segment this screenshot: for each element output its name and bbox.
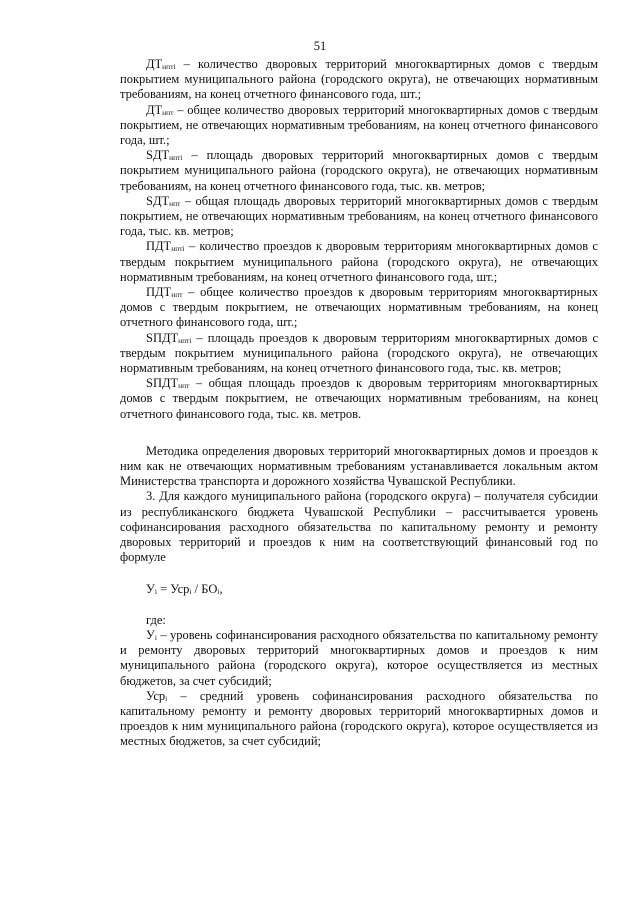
definition-text: – общая площадь проездов к дворовым территориям многоквартирных домов с твердым покрытием, не отвечающих нормативным требованиям, на конец отчетного финансового года, тыс. кв. метров.	[120, 376, 598, 421]
formula-left: У	[146, 581, 155, 596]
definition-paragraph	[120, 331, 598, 377]
definition-text: – общая площадь дворовых территорий многоквартирных домов с твердым покрытием, не отвечающих нормативным требованиям, на конец отчетного финансового года, тыс. кв. метров;	[120, 193, 598, 239]
variable-text: – уровень софинансирования расходного обязательства по капитальному ремонту и ремонту дворовых территорий многоквартирных домов и проездов к ним муниципального района (городского округа), которое осуществляется из местных бюджетов, за счет субсидий;	[120, 627, 598, 688]
variable-paragraph	[120, 628, 598, 689]
definition-paragraph	[120, 285, 598, 331]
definition-symbol: ПДТ	[146, 239, 172, 254]
formula-tail: ,	[219, 581, 223, 596]
definition-subscript: нптi	[178, 335, 192, 345]
definition-symbol: ПДТ	[146, 285, 172, 300]
formula-middle-sub: i	[189, 586, 192, 596]
formula-right: / БО	[191, 581, 218, 596]
definition-paragraph	[120, 148, 598, 194]
definition-paragraph	[120, 57, 598, 103]
definition-text: – общее количество дворовых территорий многоквартирных домов с твердым покрытием, не отвечающих нормативным требованиям, на конец отчетного финансового года, шт.;	[120, 102, 598, 148]
definition-text: – общее количество проездов к дворовым территориям многоквартирных домов с твердым покрытием, не отвечающих нормативным требованиям, на конец отчетного финансового года, шт.;	[120, 285, 598, 330]
definition-subscript: нптi	[169, 153, 183, 163]
definition-symbol: ДТ	[146, 57, 163, 71]
item-3-paragraph: 3. Для каждого муниципального района (городского округа) – получателя субсидии из республиканского бюджета Чувашской Республики – рассчитывается уровень софинансирования расходного обязательства по капитальному ремонту и ремонту дворовых территорий и проездов к ним на соответствующий финансовый год по формуле	[120, 489, 598, 565]
definition-subscript: нпт	[162, 107, 174, 117]
definition-symbol: SДТ	[146, 148, 170, 163]
definition-subscript: нпт	[169, 198, 181, 208]
variable-text: – средний уровень софинансирования расходного обязательства по капитальному ремонту и ремонту дворовых территорий многоквартирных домов и проездов к ним муниципального района (городского округа), которое осуществляется из местных бюджетов, за счет субсидий;	[120, 688, 598, 749]
formula	[120, 582, 598, 597]
variable-symbol: У	[146, 627, 155, 642]
where-label: где:	[146, 612, 166, 627]
formula-middle: = Уср	[156, 581, 190, 596]
definition-paragraph	[120, 103, 598, 149]
definition-symbol: ДТ	[146, 102, 163, 117]
document-body	[120, 57, 598, 750]
variable-subscript: i	[165, 693, 168, 703]
definition-text: – количество проездов к дворовым территориям многоквартирных домов с твердым покрытием муниципального района (городского округа), не отвечающих нормативным требованиям, на конец отчетного финансового года, шт.;	[120, 239, 598, 284]
definition-paragraph	[120, 376, 598, 422]
methodology-paragraph: Методика определения дворовых территорий многоквартирных домов и проездов к ним как не отвечающих нормативным требованиям устанавливается локальным актом Министерства транспорта и дорожного хозяйства Чувашской Республики.	[120, 443, 598, 489]
formula-left-sub: i	[154, 586, 157, 596]
variable-paragraph	[120, 689, 598, 750]
definition-symbol: SПДТ	[146, 376, 179, 391]
definition-subscript: нптi	[162, 62, 176, 71]
definition-text: – площадь проездов к дворовым территориям многоквартирных домов с твердым покрытием муниципального района (городского округа), не отвечающих нормативным требованиям, на конец отчетного финансового года, тыс. кв. метров;	[120, 330, 598, 376]
definition-paragraph	[120, 194, 598, 240]
variable-subscript: i	[154, 632, 157, 642]
formula-right-sub: i	[217, 586, 220, 596]
definition-paragraph	[120, 239, 598, 285]
definition-subscript: нпт	[171, 290, 183, 300]
definition-text: – количество дворовых территорий многоквартирных домов с твердым покрытием муниципального района (городского округа), не отвечающих нормативным требованиям, на конец отчетного финансового года, шт.;	[120, 57, 598, 102]
definition-subscript: нптi	[171, 244, 185, 254]
definition-subscript: нпт	[178, 381, 190, 391]
variable-symbol: Уср	[146, 688, 166, 703]
page-number: 51	[313, 39, 327, 53]
definition-symbol: SДТ	[146, 193, 170, 208]
definition-symbol: SПДТ	[146, 330, 179, 345]
definition-text: – площадь дворовых территорий многоквартирных домов с твердым покрытием муниципального района (городского округа), не отвечающих нормативным требованиям, на конец отчетного финансового года, тыс. кв. метров;	[120, 148, 598, 193]
